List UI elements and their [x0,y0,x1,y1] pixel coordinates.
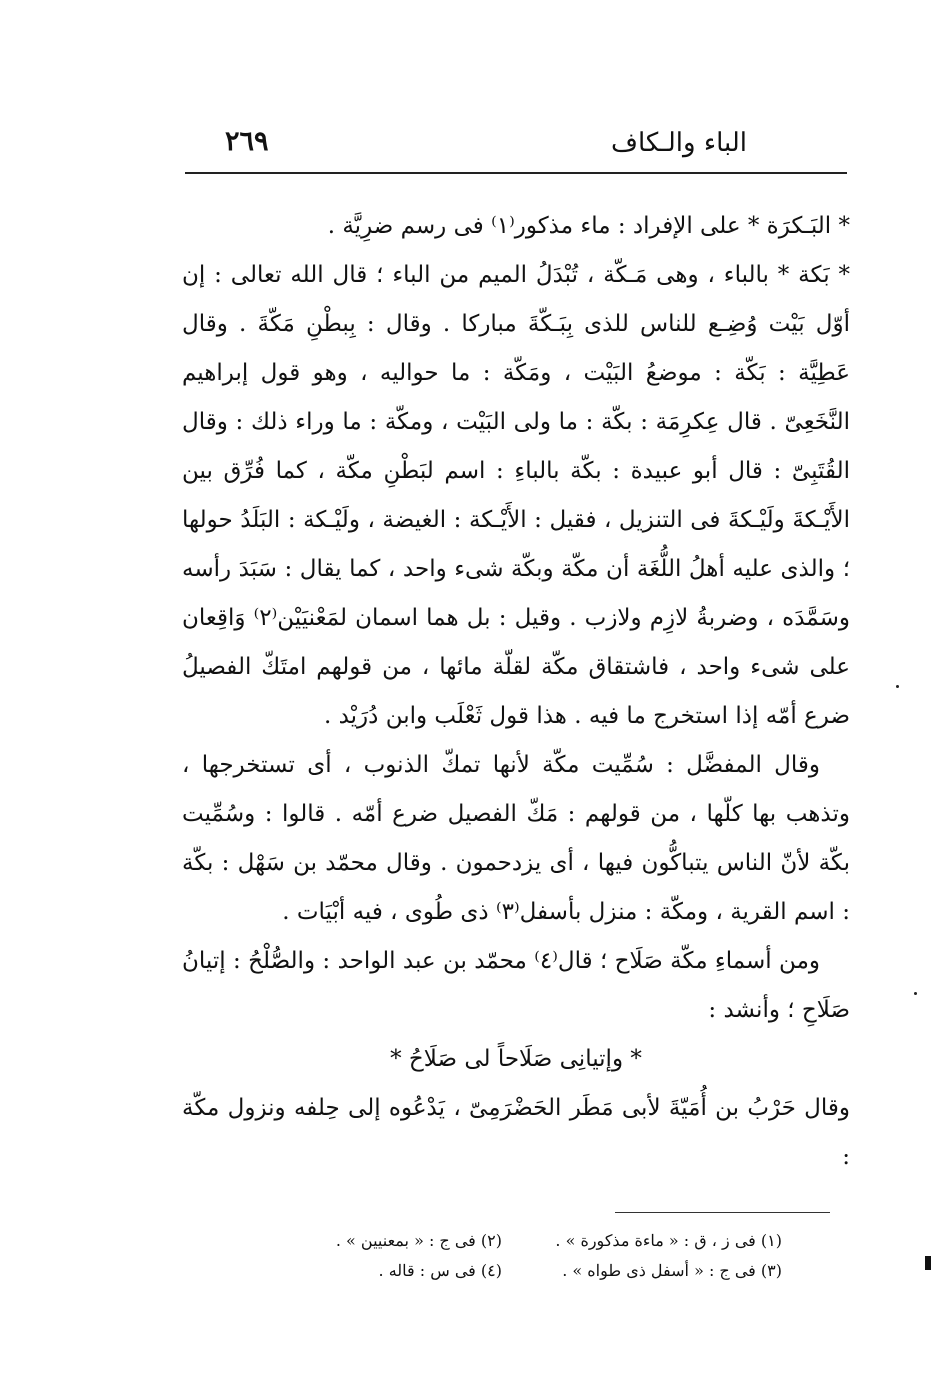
page-number: ٢٦٩ [225,126,269,157]
footnote-2: (٢) فى ج : « بمعنيين » . [335,1231,502,1250]
footnote-rule [615,1212,830,1213]
paragraph-harb: وقال حَرْبُ بن أُمَيّةَ لأبى مَطَر الحَضْرَمِىّ ، يَدْعُوه إلى حِلفه ونزول مكّة : [182,1095,850,1170]
verse-line: * وإتيانِى صَلَاحاً لى صَلَاحُ * [390,1046,642,1072]
scan-speck [914,992,917,995]
footnote-1: (١) فى ز ، ق : « ماءة مذكورة » . [555,1231,782,1250]
paragraph-salah: ومن أسماءِ مكّة صَلَاح ؛ قال⁽٤⁾ محمّد بن عبد الواحد : والصُّلْحُ : إتيانُ صَلَاحِ ؛ وأنشد : [182,948,850,1023]
paragraph-mufaddal: وقال المفضَّل : سُمِّيت مكّة لأنها تمكّ الذنوب ، أى تستخرجها ، وتذهب بها كلّها ، من قولهم : مَكّ الفصيل ضرع أمّه . قالوا : وسُمِّيت بكّة لأنّ الناس يتباكُّون فيها ، أى يزدحمون . وقال محمّد بن سَهْل : بكّة : اسم القرية ، ومكّة : منزل بأسفل⁽٣⁾ ذى طُوى ، فيه أبْيَات . [182,752,850,925]
footnote-row [222,1226,782,1256]
header-rule [185,172,847,174]
footnote-row [222,1256,782,1286]
scan-edge-mark [925,1256,931,1270]
entry-bakra: * البَـكرَة * على الإفراد : ماء مذكور⁽١⁾ فى رسم ضرِيَّة . [327,213,850,239]
scan-speck [896,685,899,688]
footnote-3: (٣) فى ج : « أسفل ذى طواه » . [562,1261,782,1280]
footnote-4: (٤) فى س : قاله . [378,1261,502,1280]
footnotes [222,1226,782,1286]
page-header [185,120,847,168]
running-title: الباء والـكاف [611,128,747,158]
main-text [182,202,850,1182]
entry-bakka: * بَكة * بالباء ، وهى مَـكّة ، تُبْدَلُ الميم من الباء ؛ قال الله تعالى : إن أوّل بَيْت وُضِـع للناس للذى بِبَـكّةَ مباركا . وقال : بِبطْنِ مَكّةَ . وقال عَطِيَّة : بَكّة : موضعُ البَيْت ، ومَكّة : ما حواليه ، وهو قول إبراهيم النَّخَعِىّ . قال عِكرِمَة : بكّة : ما ولى البَيْت ، ومكّة : ما وراء ذلك : وقال القُتَبِىّ : قال أبو عبيدة : بكّة بالباءِ : اسم لبَطْنِ مكّة ، كما فُرِّق بين الأَيْـكةَ ولَيْـكةَ فى التنزيل ، فقيل : الأَيْـكة : الغيضة ، ولَيْـكة : البَلَدُ حولها ؛ والذى عليه أهلُ اللُّغَة أن مكّة وبكّة شىء واحد ، كما يقال : سَبَدَ رأسه وسَمَّدَه ، وضربةُ لازِم ولازب . وقيل : بل هما اسمان لمَعْنيَيْن⁽٢⁾ وَاقِعان على شىء واحد ، فاشتقاق مكّة لقلّة مائها ، من قولهم امتَكّ الفصيلُ ضرع أمّه إذا استخرج ما فيه . هذا قول ثَعْلَب وابن دُرَيْد . [182,262,850,729]
